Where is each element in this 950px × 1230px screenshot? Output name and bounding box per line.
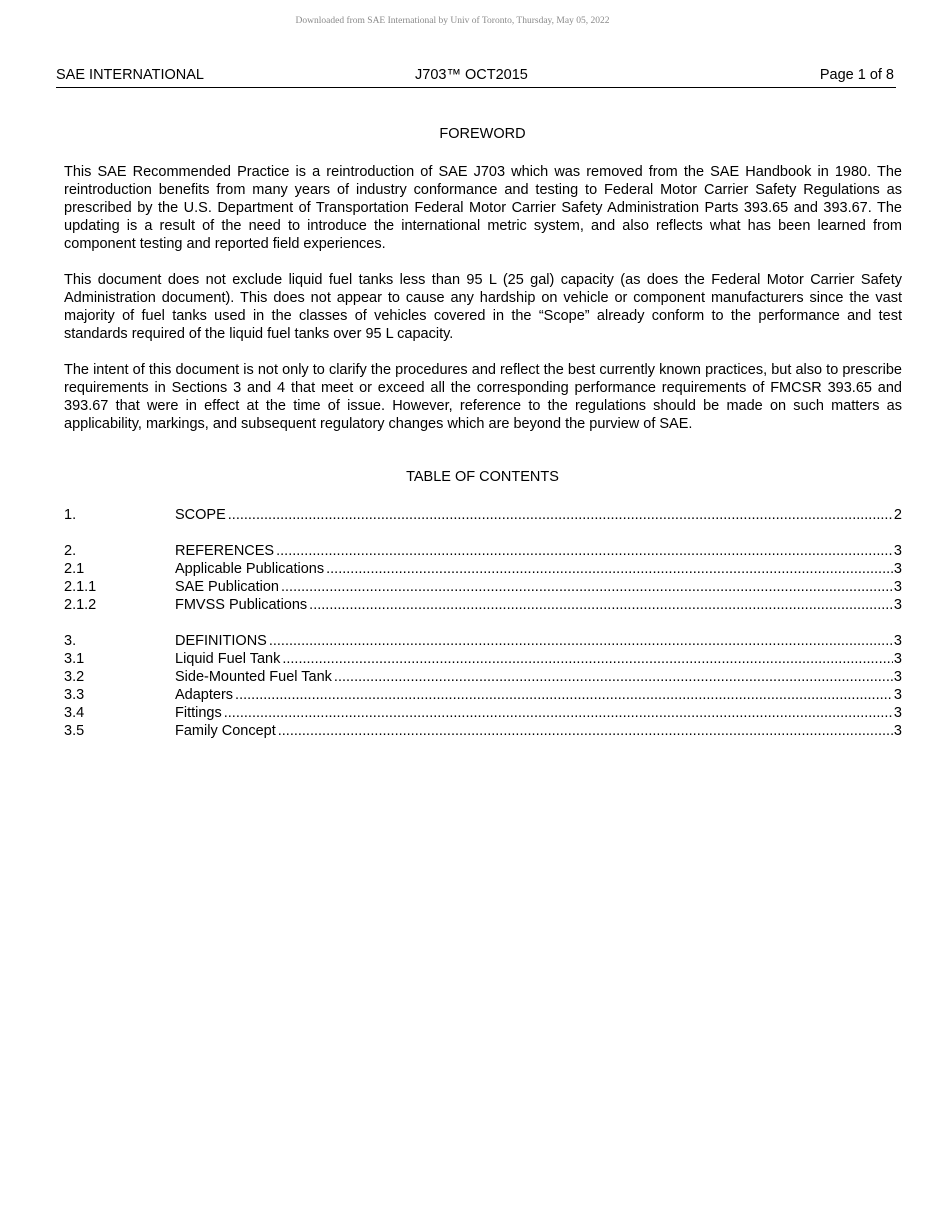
toc-dot-leader — [281, 578, 893, 596]
toc-entry[interactable] — [64, 542, 902, 560]
toc-entry-page: 3 — [893, 579, 902, 595]
toc-entry-title: DEFINITIONS — [175, 633, 267, 649]
toc-entry-title: Liquid Fuel Tank — [175, 651, 281, 667]
toc-entry-page: 2 — [893, 507, 902, 523]
toc-entry[interactable] — [64, 650, 902, 668]
toc-entry[interactable] — [64, 686, 902, 704]
toc-entry[interactable] — [64, 596, 902, 614]
toc-dot-leader — [228, 506, 893, 524]
foreword-paragraph: The intent of this document is not only to clarify the procedures and reflect the best currently known practices, but also to prescribe requirements in Sections 3 and 4 that meet or exceed all the corresponding performance requirements of FMCSR 393.65 and 393.67 that were in effect at the time of issue. However, reference to the regulations should be made on such matters as applicability, markings, and subsequent regulatory changes which are beyond the purview of SAE. — [64, 362, 902, 432]
foreword-paragraph: This SAE Recommended Practice is a reintroduction of SAE J703 which was removed from the SAE Handbook in 1980. The reintroduction benefits from many years of industry conformance and testing to Federal Motor Carrier Safety Regulations as prescribed by the U.S. Department of Transportation Federal Motor Carrier Safety Administration Parts 393.65 and 393.67. The updating is a result of the need to introduce the international metric system, and also reflects what has been learned from component testing and reported field experiences. — [64, 164, 902, 252]
toc-entry-page: 3 — [893, 543, 902, 559]
toc-entry-number: 3.5 — [64, 723, 85, 739]
toc-entry-number: 3.3 — [64, 687, 85, 703]
toc-dot-leader — [282, 650, 893, 668]
foreword-heading: FOREWORD — [439, 126, 526, 142]
toc-entry-number: 2.1.2 — [64, 597, 97, 613]
foreword-paragraph: This document does not exclude liquid fuel tanks less than 95 L (25 gal) capacity (as does the Federal Motor Carrier Safety Administration document). This does not appear to cause any hardship on vehicle or component manufacturers since the vast majority of fuel tanks used in the classes of vehicles covered in the “Scope” already conform to the performance and test standards required of the liquid fuel tanks over 95 L capacity. — [64, 272, 902, 342]
toc-dot-leader — [224, 704, 893, 722]
toc-heading: TABLE OF CONTENTS — [406, 469, 559, 485]
toc-entry[interactable] — [64, 560, 902, 578]
toc-entry-title: SCOPE — [175, 507, 226, 523]
toc-entry-page: 3 — [893, 561, 902, 577]
toc-entry-title: Side-Mounted Fuel Tank — [175, 669, 332, 685]
toc-entry-number: 2.1.1 — [64, 579, 97, 595]
header-organization: SAE INTERNATIONAL — [56, 67, 204, 83]
toc-entry-title: Fittings — [175, 705, 222, 721]
toc-entry-title: REFERENCES — [175, 543, 275, 559]
toc-entry-page: 3 — [893, 633, 902, 649]
toc-dot-leader — [235, 686, 893, 704]
toc-entry-number: 2.1 — [64, 561, 85, 577]
toc-entry-number: 3. — [64, 633, 77, 649]
header-page-number: Page 1 of 8 — [819, 67, 894, 83]
toc-entry-title: Applicable Publications — [175, 561, 325, 577]
page-header — [56, 67, 896, 88]
toc-entry-number: 1. — [64, 507, 77, 523]
toc-entry-title: SAE Publication — [175, 579, 279, 595]
toc-entry[interactable] — [64, 668, 902, 686]
toc-entry[interactable] — [64, 632, 902, 650]
toc-entry-page: 3 — [893, 723, 902, 739]
toc-entry-page: 3 — [893, 651, 902, 667]
toc-entry-number: 2. — [64, 543, 77, 559]
toc-entry-title: FMVSS Publications — [175, 597, 308, 613]
toc-entry-number: 3.1 — [64, 651, 85, 667]
toc-dot-leader — [326, 560, 893, 578]
toc-entry-page: 3 — [893, 687, 902, 703]
toc-dot-leader — [309, 596, 893, 614]
download-watermark: Downloaded from SAE International by Univ of Toronto, Thursday, May 05, 2022 — [295, 16, 610, 26]
table-of-contents — [64, 506, 902, 740]
toc-entry-page: 3 — [893, 669, 902, 685]
toc-entry-page: 3 — [893, 705, 902, 721]
toc-entry[interactable] — [64, 704, 902, 722]
toc-entry-page: 3 — [893, 597, 902, 613]
toc-entry[interactable] — [64, 722, 902, 740]
toc-entry-title: Family Concept — [175, 723, 276, 739]
header-document-id: J703™ OCT2015 — [415, 67, 528, 83]
toc-entry[interactable] — [64, 506, 902, 524]
toc-dot-leader — [278, 722, 893, 740]
toc-dot-leader — [269, 632, 893, 650]
toc-dot-leader — [334, 668, 893, 686]
toc-entry-number: 3.2 — [64, 669, 85, 685]
toc-entry-number: 3.4 — [64, 705, 85, 721]
toc-entry[interactable] — [64, 578, 902, 596]
toc-entry-title: Adapters — [175, 687, 234, 703]
toc-dot-leader — [276, 542, 893, 560]
